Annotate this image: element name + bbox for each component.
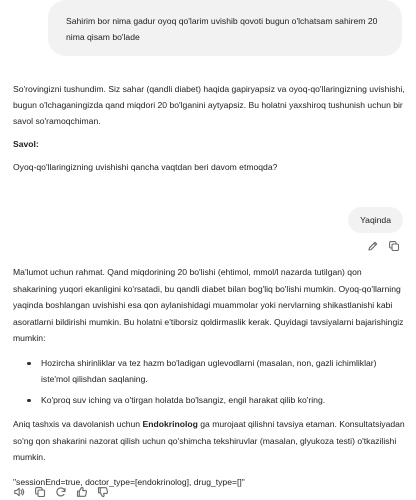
doctor-type-bold: Endokrinolog [142,419,198,429]
user-message-text: Yaqinda [360,215,391,225]
assistant-paragraph: Ma'lumot uchun rahmat. Qand miqdorining 20 bo'lishi (ehtimol, mmol/l nazarda tutilgan) qon shakarining yuqori ekanligini ko'rsatadi, bu qandli diabet bilan bog'liq bo'lishi mumkin. Oyoq-qo'llarning yaqinda boshlangan uvishishi esa qon aylanishidagi muammolar yoki nervlarning shikastlanishi kabi asoratlarni bildirishi mumkin. Bu holatni e'tiborsiz qoldirmaslik kerak. Quyidagi tavsiyalarni bajarishingiz mumkin: [13,267,404,343]
thumbs-down-icon[interactable] [97,486,109,498]
recommendation-list [13,355,405,409]
paragraph-text: ga murojaat qilishni tavsiya etaman. Konsultatsiyadan so'ng qon shakarini nazorat qilish uchun qo'shimcha tekshiruvlar (masalan, glyukoza testi) o'tkazilishi mumkin. [13,419,405,462]
speaker-icon[interactable] [13,486,25,498]
assistant-message [13,264,405,498]
assistant-message [13,81,405,182]
assistant-intro-text: So'rovingizni tushundim. Siz sahar (qandli diabet) haqida gapiryapsiz va oyoq-qo'llaringizning uvishishi, bugun o'lchaganingizda qand miqdori 20 bo'lganini aytyapsiz. Bu holatni yaxshiroq tushunish uchun bir savol so'ramoqchiman. [13,84,405,126]
thumbs-up-icon[interactable] [76,486,88,498]
copy-icon[interactable] [388,240,400,252]
session-info-text: "sessionEnd=true, doctor_type=[endokrinolog], drug_type=[]" [13,476,245,487]
user-message-bubble [348,207,403,233]
assistant-paragraph [13,416,405,466]
user-message-actions [367,240,400,252]
question-label: Savol: [13,139,39,149]
regenerate-icon[interactable] [55,486,67,498]
copy-icon[interactable] [34,486,46,498]
assistant-message-actions [13,486,109,498]
user-message-bubble [48,0,402,56]
user-message-text: Sahirim bor nima gadur oyoq qo'larim uvishib qovoti bugun o'lchatsam sahirem 20 nima qisam bo'lade [66,16,378,42]
list-item: Hozircha shirinliklar va tez hazm bo'ladigan uglevodlarni (masalan, non, gazli ichimliklar) iste'mol qilishdan saqlaning. [31,355,405,388]
paragraph-text: Aniq tashxis va davolanish uchun [13,419,143,429]
question-text: Oyoq-qo'llaringizning uvishishi qancha vaqtdan beri davom etmoqda? [13,162,278,172]
list-item: Ko'proq suv iching va o'tirgan holatda bo'lsangiz, engil harakat qilib ko'ring. [31,392,405,409]
pencil-icon[interactable] [367,240,379,252]
